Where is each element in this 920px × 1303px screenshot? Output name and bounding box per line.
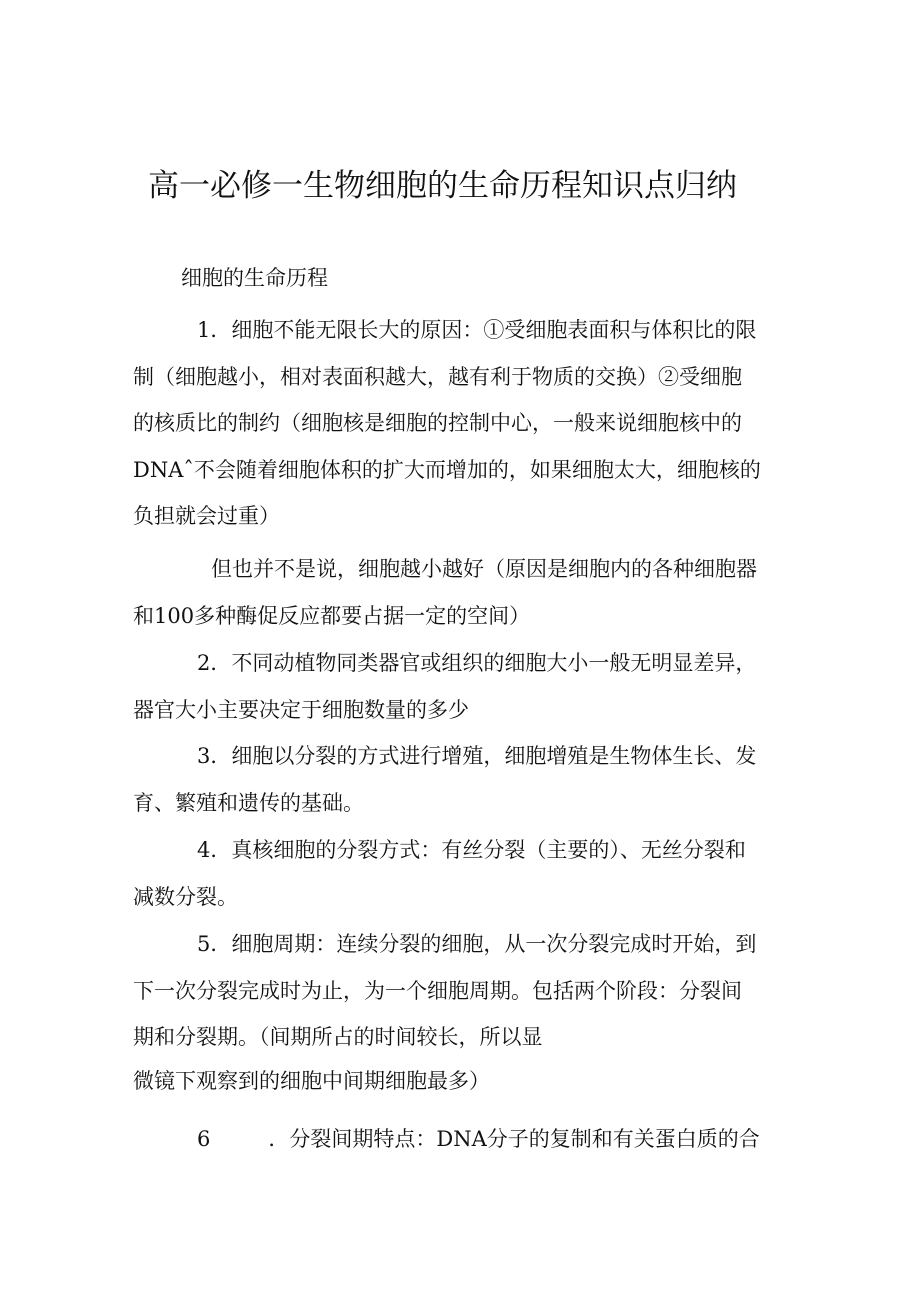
paragraph-4 [133, 733, 783, 826]
item-text: ．分裂间期特点：DNA分子的复制和有关蛋白质的合 [268, 1127, 760, 1151]
paragraph-1 [133, 307, 783, 540]
paragraph-7 [133, 1058, 783, 1105]
paragraph-line: 2．不同动植物同类器官或组织的细胞大小一般无明显差异， [197, 651, 757, 675]
paragraph-line: 1．细胞不能无限长大的原因：①受细胞表面积与体积比的限 [197, 318, 757, 342]
paragraph-line: 和100多种酶促反应都要占据一定的空间） [133, 603, 531, 628]
item-number: 6 [197, 1127, 211, 1151]
paragraph-line [133, 1116, 783, 1163]
paragraph-line: 下一次分裂完成时为止，为一个细胞周期。包括两个阶段：分裂间 [133, 978, 742, 1003]
paragraph-line: 育、繁殖和遗传的基础。 [133, 790, 364, 815]
paragraph-line: 但也并不是说，细胞越小越好（原因是细胞内的各种细胞器 [211, 557, 757, 581]
paragraph-8 [133, 1116, 783, 1163]
paragraph-line: 减数分裂。 [133, 884, 238, 909]
paragraph-5 [133, 827, 783, 920]
paragraph-3 [133, 640, 783, 733]
paragraph-line: 3．细胞以分裂的方式进行增殖，细胞增殖是生物体生长、发 [197, 744, 757, 768]
document-title: 高一必修一生物细胞的生命历程知识点归纳 [148, 168, 737, 204]
paragraph-2 [133, 546, 783, 639]
paragraph-line: 4．真核细胞的分裂方式：有丝分裂（主要的）、无丝分裂和 [197, 838, 746, 862]
paragraph-line: 微镜下观察到的细胞中间期细胞最多） [133, 1069, 490, 1093]
paragraph-line: 的核质比的制约（细胞核是细胞的控制中心，一般来说细胞核中的 [133, 411, 742, 435]
paragraph-6 [133, 921, 783, 1061]
paragraph-line: 器官大小主要决定于细胞数量的多少 [133, 697, 469, 722]
paragraph-line: 期和分裂期。（间期所占的时间较长，所以显 [133, 1025, 543, 1049]
paragraph-line: 负担就会过重） [133, 504, 280, 528]
paragraph-line: DNAˆ不会随着细胞体积的扩大而增加的，如果细胞太大，细胞核的 [133, 457, 761, 482]
section-heading: 细胞的生命历程 [181, 266, 328, 290]
paragraph-line: 制（细胞越小，相对表面积越大，越有利于物质的交换）②受细胞 [133, 364, 742, 389]
paragraph-line: 5．细胞周期：连续分裂的细胞，从一次分裂完成时开始，到 [197, 932, 757, 956]
